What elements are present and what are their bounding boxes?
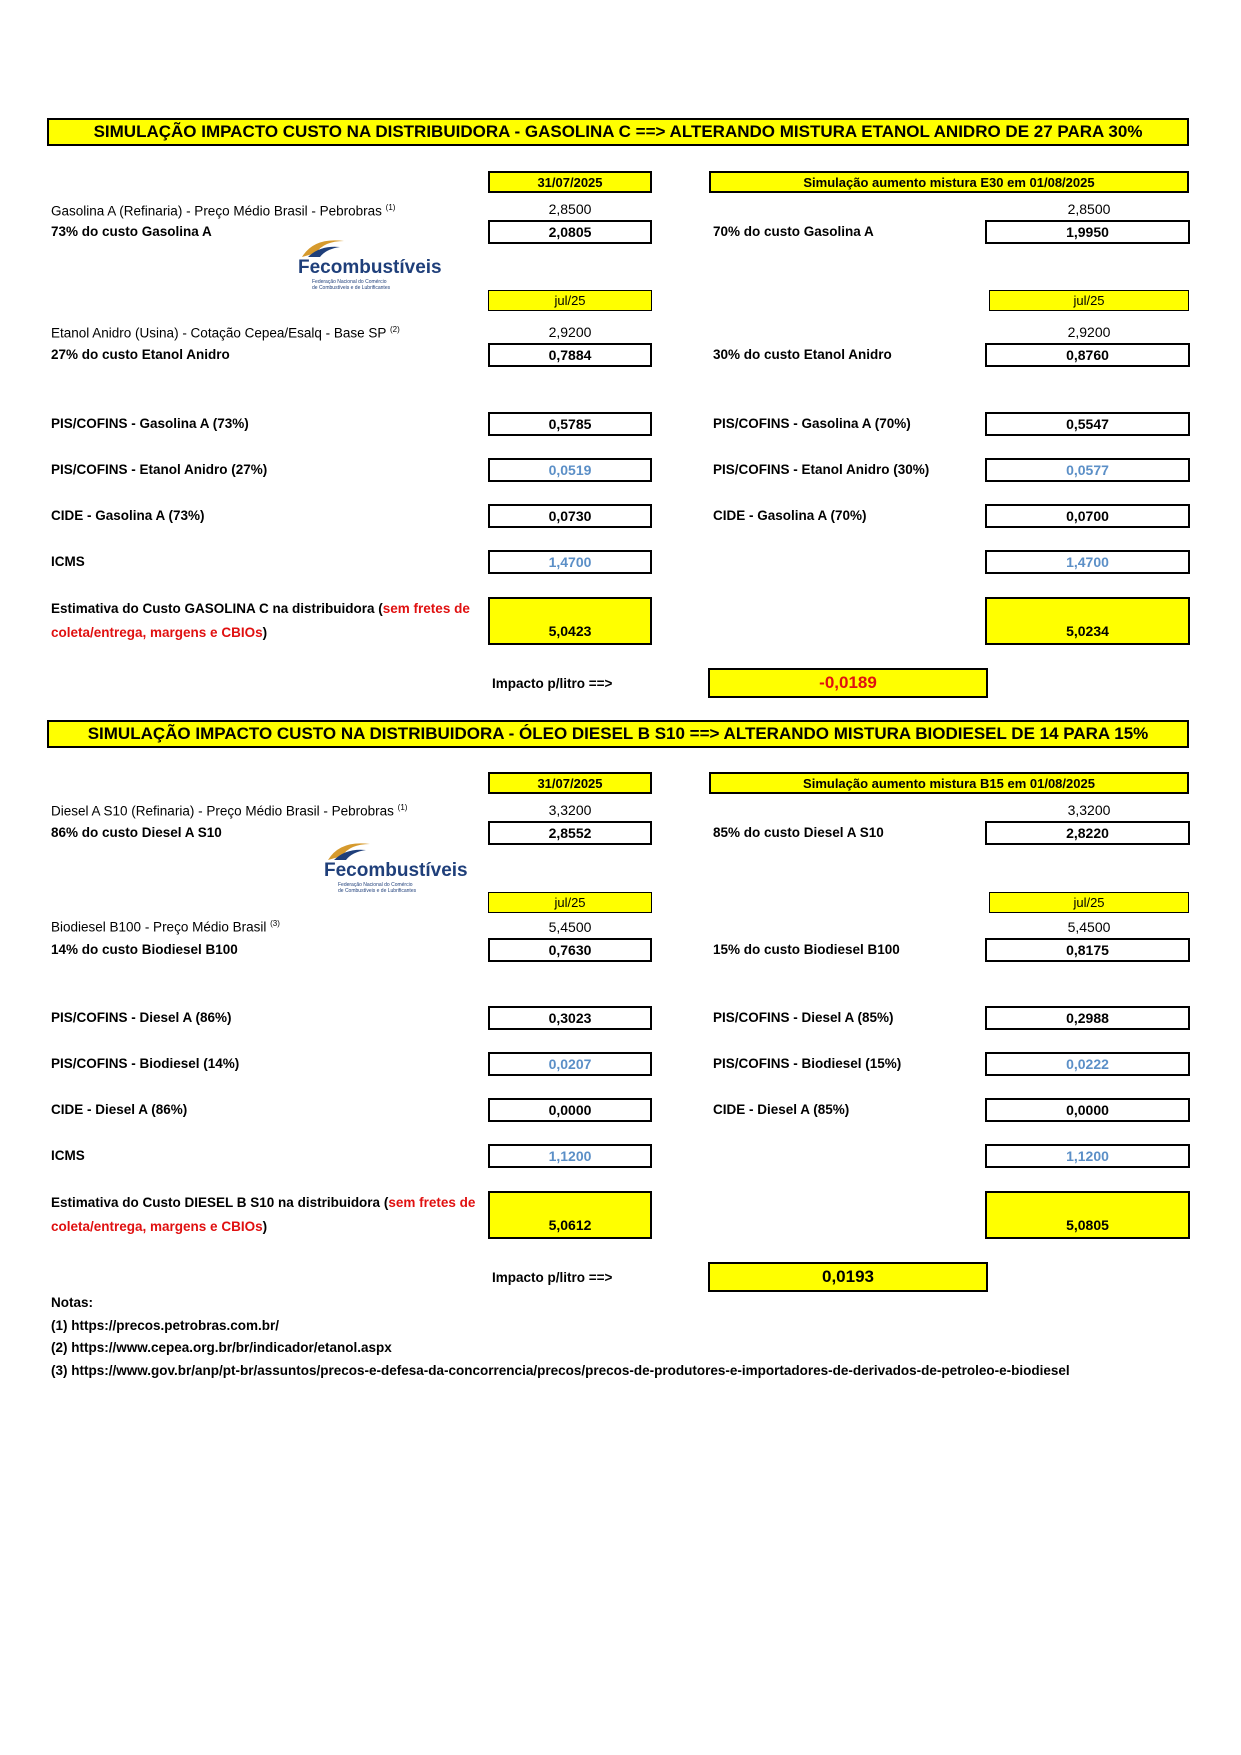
pis-blend-left-label: PIS/COFINS - Etanol Anidro (27%) [51,462,268,477]
blend-price-label: Etanol Anidro (Usina) - Cotação Cepea/Esalq - Base SP $^{(2)}$ [51,325,400,341]
month-left: jul/25 [488,290,652,311]
base-price-label: Gasolina A (Refinaria) - Preço Médio Brasil - Pebrobras $^{(1)}$ [51,203,396,219]
blend-share-right-label: 15% do custo Biodiesel B100 [713,942,900,957]
svg-text:Fecombustíveis: Fecombustíveis [324,860,468,881]
footnote-ref: (3) [270,919,280,928]
section-title-gasoline: SIMULAÇÃO IMPACTO CUSTO NA DISTRIBUIDORA - GASOLINA C ==> ALTERANDO MISTURA ETANOL ANIDRO DE 27 PARA 30% [47,118,1189,146]
share-right-value: 2,8220 [985,821,1190,845]
base-price-left: 3,3200 [548,802,592,818]
pis-fossil-right-value: 0,5547 [985,412,1190,436]
icms-label: ICMS [51,1148,85,1163]
cide-right-value: 0,0700 [985,504,1190,528]
blend-price-label: Biodiesel B100 - Preço Médio Brasil $^{(3)}$ [51,919,280,935]
footnote-ref: (2) [389,325,400,334]
svg-text:Fecombustíveis: Fecombustíveis [298,257,442,278]
cide-right-label: CIDE - Diesel A (85%) [713,1102,850,1117]
note-1-link[interactable]: (1) https://precos.petrobras.com.br/ [51,1317,280,1333]
estimate-label: Estimativa do Custo GASOLINA C na distribuidora (sem fretes de coleta/entrega, margens e CBIOs) [51,601,470,640]
date-header-left: 31/07/2025 [488,171,652,193]
date-header-right: Simulação aumento mistura B15 em 01/08/2025 [709,772,1189,794]
note-3-link[interactable]: (3) https://www.gov.br/anp/pt-br/assuntos/precos-e-defesa-da-concorrencia/precos/precos-de-produtores-e-importadores-de-derivados-de-petroleo-e-biodiesel [51,1362,1070,1378]
estimate-label: Estimativa do Custo DIESEL B S10 na distribuidora (sem fretes de coleta/entrega, margens e CBIOs) [51,1195,476,1234]
blend-share-left-label: 14% do custo Biodiesel B100 [51,942,238,957]
pis-blend-right-label: PIS/COFINS - Biodiesel (15%) [713,1056,902,1071]
blend-share-right-value: 0,8760 [985,343,1190,367]
share-right-label: 85% do custo Diesel A S10 [713,825,884,840]
note-2-link[interactable]: (2) https://www.cepea.org.br/br/indicador/etanol.aspx [51,1340,392,1355]
notes-title: Notas: [51,1295,94,1310]
notes [51,1292,1070,1382]
blend-price-left: 2,9200 [548,324,592,340]
pis-fossil-left-value: 0,3023 [488,1006,652,1030]
icms-right-value: 1,4700 [985,550,1190,574]
blend-share-right-label: 30% do custo Etanol Anidro [713,347,892,362]
pis-blend-left-value: 0,0207 [488,1052,652,1076]
base-price-right: 2,8500 [1067,201,1111,217]
footnote-ref: (1) [397,803,408,812]
blend-share-left-label: 27% do custo Etanol Anidro [51,347,230,362]
svg-text:Federação Nacional do Comércio: Federação Nacional do Comércio [338,882,413,888]
pis-blend-left-label: PIS/COFINS - Biodiesel (14%) [51,1056,240,1071]
icms-right-value: 1,1200 [985,1144,1190,1168]
blend-share-left-value: 0,7884 [488,343,652,367]
share-left-value: 2,8552 [488,821,652,845]
impact-label: Impacto p/litro ==> [492,1270,613,1285]
estimate-exclusions: sem fretes de coleta/entrega, margens e CBIOs [51,601,470,640]
pis-fossil-left-label: PIS/COFINS - Diesel A (86%) [51,1010,232,1025]
blend-share-left-value: 0,7630 [488,938,652,962]
total-right-value: 5,0805 [985,1191,1190,1239]
total-left-value: 5,0423 [488,597,652,645]
share-left-label: 86% do custo Diesel A S10 [51,825,222,840]
base-price-right: 3,3200 [1067,802,1111,818]
share-right-value: 1,9950 [985,220,1190,244]
cide-right-label: CIDE - Gasolina A (70%) [713,508,867,523]
section-title-diesel: SIMULAÇÃO IMPACTO CUSTO NA DISTRIBUIDORA - ÓLEO DIESEL B S10 ==> ALTERANDO MISTURA BIODIESEL DE 14 PARA 15% [47,720,1189,748]
total-right-value: 5,0234 [985,597,1190,645]
icms-left-value: 1,4700 [488,550,652,574]
cide-left-label: CIDE - Gasolina A (73%) [51,508,205,523]
footnote-ref: (1) [385,203,396,212]
base-price-left: 2,8500 [548,201,592,217]
pis-blend-right-value: 0,0222 [985,1052,1190,1076]
blend-share-right-value: 0,8175 [985,938,1190,962]
cide-left-value: 0,0730 [488,504,652,528]
svg-text:de Combustíveis e de Lubrifica: de Combustíveis e de Lubrificantes [338,888,417,894]
fecombustiveis-logo [320,838,480,898]
total-left-value: 5,0612 [488,1191,652,1239]
pis-blend-right-label: PIS/COFINS - Etanol Anidro (30%) [713,462,930,477]
share-left-value: 2,0805 [488,220,652,244]
share-left-label: 73% do custo Gasolina A [51,224,212,239]
date-header-left: 31/07/2025 [488,772,652,794]
estimate-exclusions: sem fretes de coleta/entrega, margens e CBIOs [51,1195,476,1234]
month-right: jul/25 [989,892,1189,913]
share-right-label: 70% do custo Gasolina A [713,224,874,239]
icms-label: ICMS [51,554,85,569]
fecombustiveis-logo [294,235,454,295]
icms-left-value: 1,1200 [488,1144,652,1168]
pis-fossil-left-value: 0,5785 [488,412,652,436]
month-right: jul/25 [989,290,1189,311]
pis-fossil-left-label: PIS/COFINS - Gasolina A (73%) [51,416,249,431]
base-price-label: Diesel A S10 (Refinaria) - Preço Médio Brasil - Pebrobras $^{(1)}$ [51,803,408,819]
svg-text:Federação Nacional do Comércio: Federação Nacional do Comércio [312,279,387,285]
month-left: jul/25 [488,892,652,913]
impact-label: Impacto p/litro ==> [492,676,613,691]
cide-left-label: CIDE - Diesel A (86%) [51,1102,188,1117]
blend-price-right: 5,4500 [1067,919,1111,935]
blend-price-right: 2,9200 [1067,324,1111,340]
pis-blend-left-value: 0,0519 [488,458,652,482]
pis-blend-right-value: 0,0577 [985,458,1190,482]
cide-left-value: 0,0000 [488,1098,652,1122]
date-header-right: Simulação aumento mistura E30 em 01/08/2025 [709,171,1189,193]
impact-value: -0,0189 [708,668,988,698]
cide-right-value: 0,0000 [985,1098,1190,1122]
pis-fossil-right-label: PIS/COFINS - Gasolina A (70%) [713,416,911,431]
impact-value: 0,0193 [708,1262,988,1292]
blend-price-left: 5,4500 [548,919,592,935]
pis-fossil-right-value: 0,2988 [985,1006,1190,1030]
svg-text:de Combustíveis e de Lubrifica: de Combustíveis e de Lubrificantes [312,285,391,291]
pis-fossil-right-label: PIS/COFINS - Diesel A (85%) [713,1010,894,1025]
